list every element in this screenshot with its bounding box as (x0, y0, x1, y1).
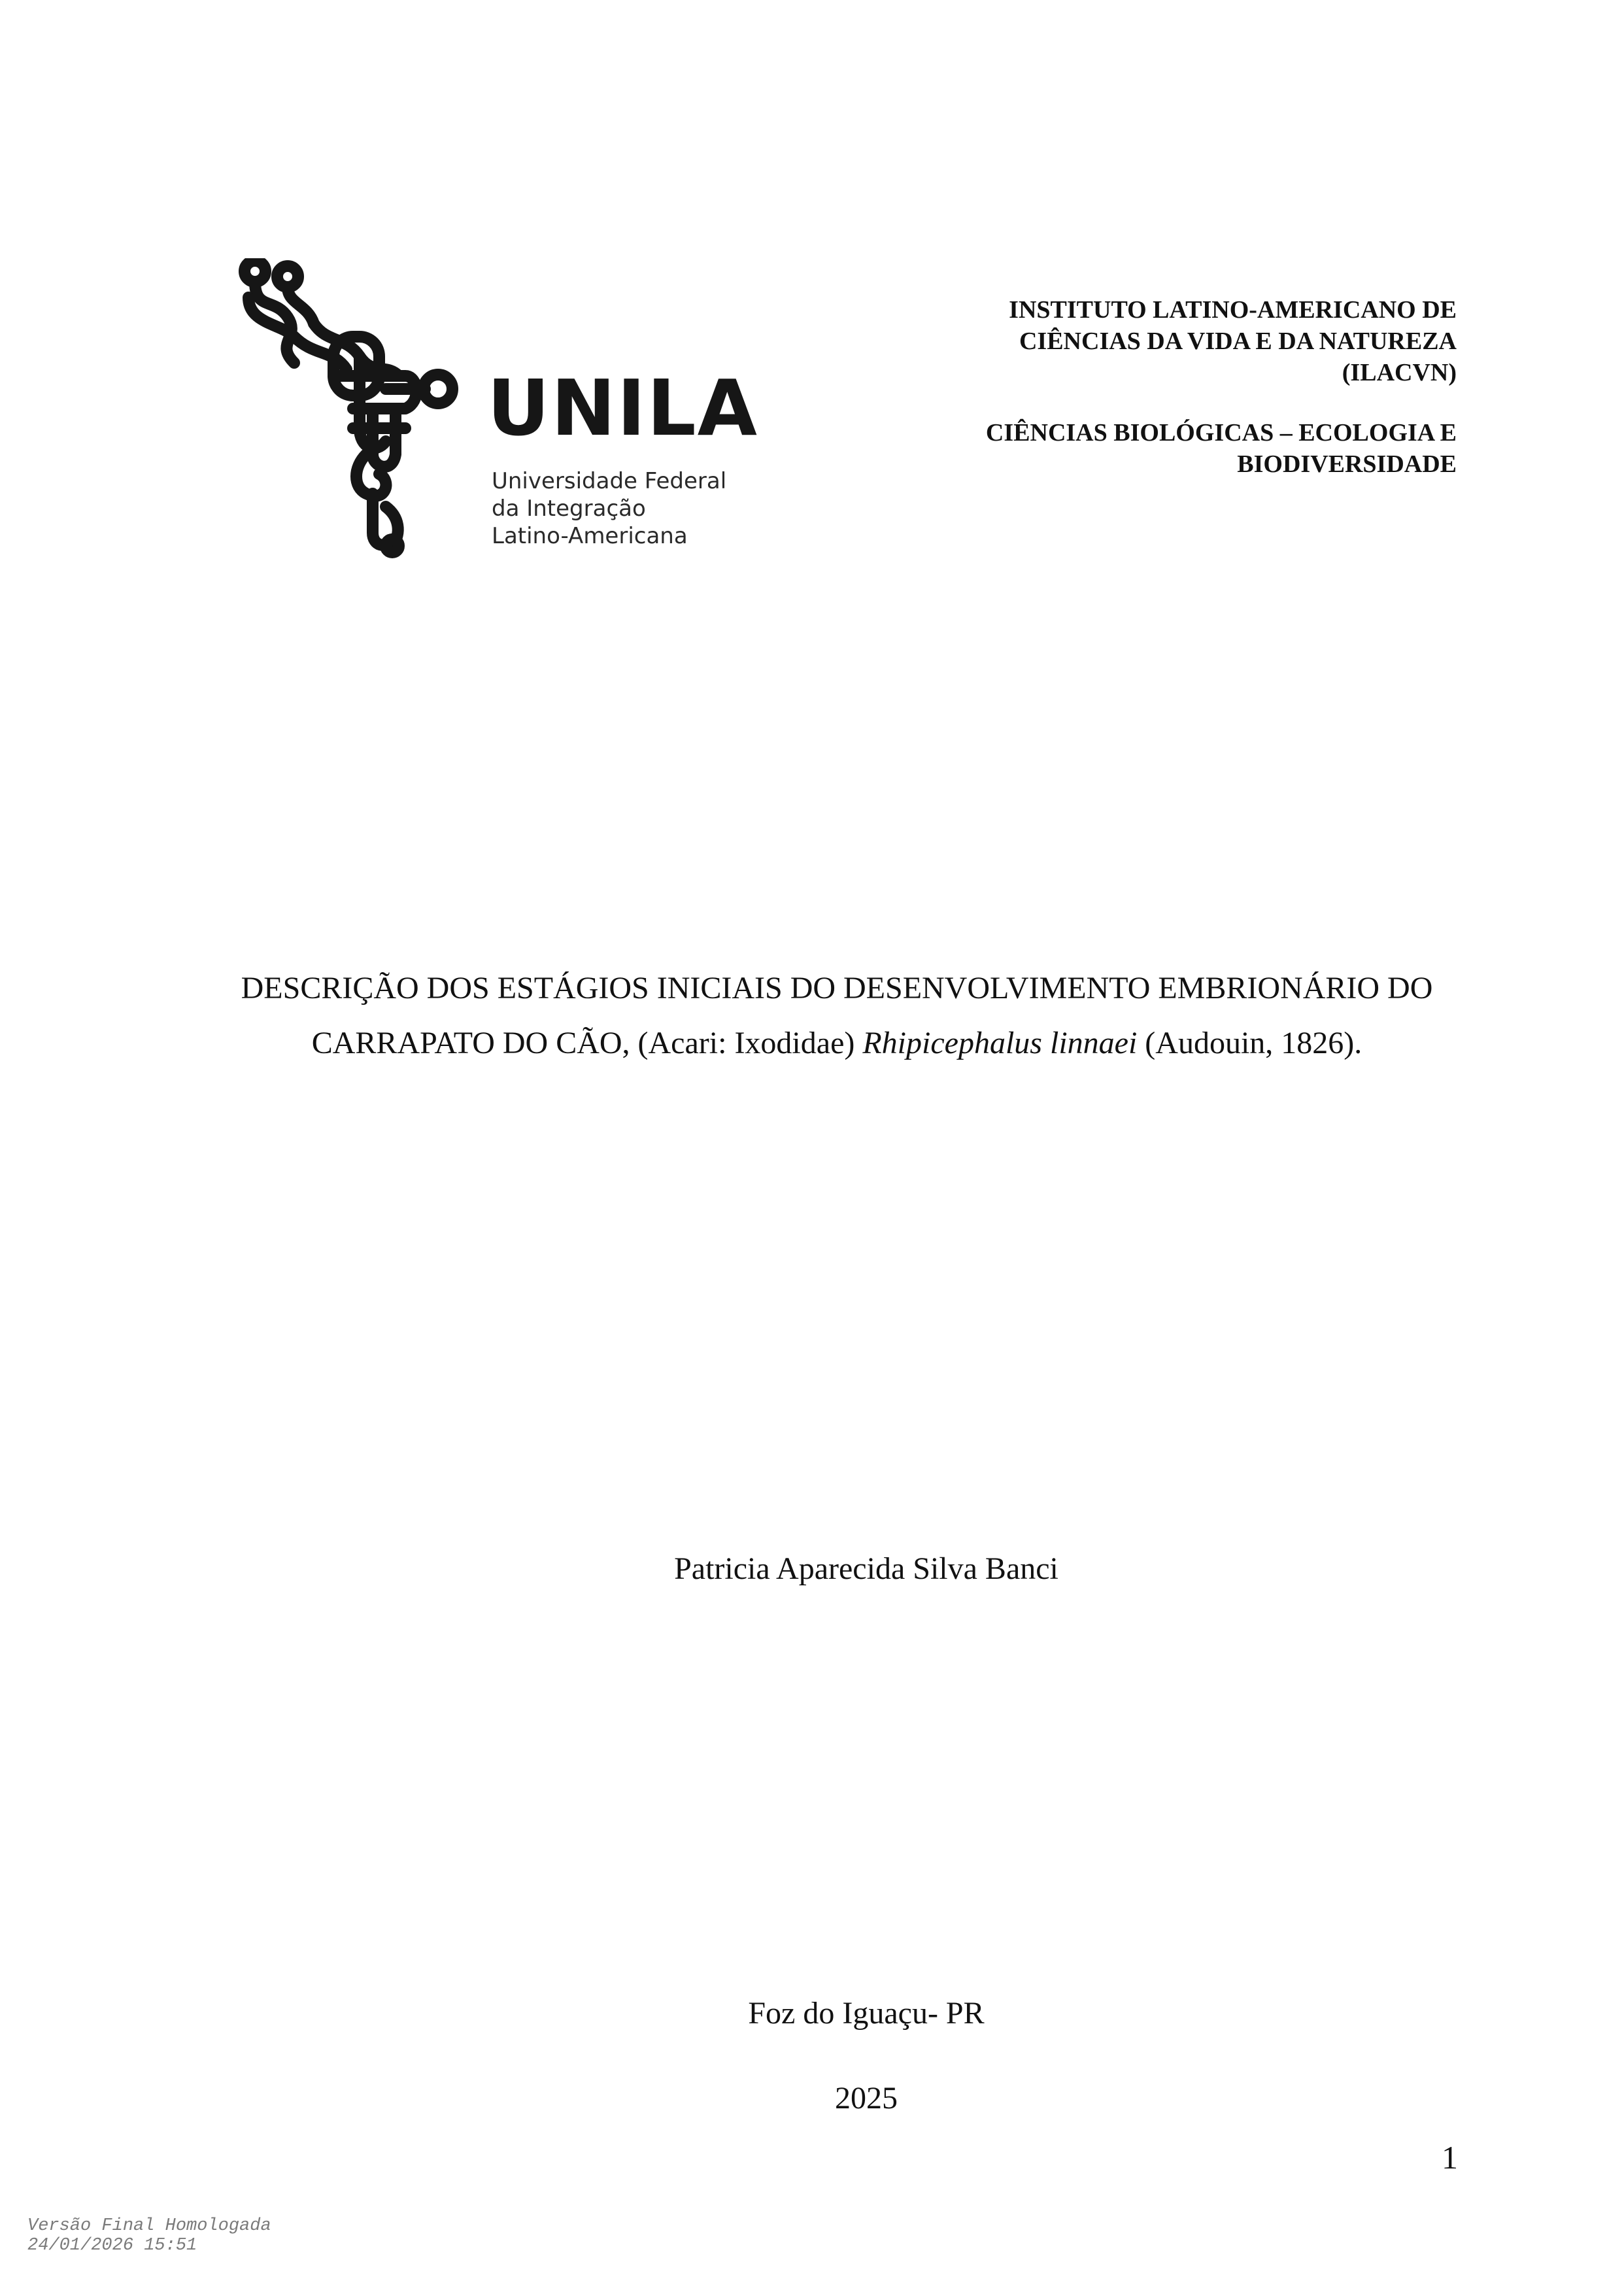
title-line-2-post: (Audouin, 1826). (1137, 1026, 1362, 1060)
logo-subtitle-line: Universidade Federal (492, 468, 727, 494)
title-line-2 (196, 1016, 1478, 1071)
institute-line: CIÊNCIAS DA VIDA E DA NATUREZA (1019, 328, 1457, 355)
institute-line: (ILACVN) (1342, 359, 1457, 386)
course-heading (868, 417, 1457, 480)
species-name: Rhipicephalus linnaei (862, 1026, 1138, 1060)
logo-subtitle-line: da Integração (492, 496, 646, 522)
logo-subtitle-line: Latino-Americana (492, 523, 688, 549)
document-title (196, 961, 1478, 1071)
year: 2025 (835, 2081, 898, 2116)
stamp-line-1: Versão Final Homologada (27, 2216, 271, 2236)
approval-stamp (27, 2216, 271, 2255)
city: Foz do Iguaçu- PR (748, 1996, 985, 2031)
institute-line: INSTITUTO LATINO-AMERICANO DE (1009, 296, 1457, 324)
stamp-line-2: 24/01/2026 15:51 (27, 2236, 197, 2255)
unila-logo (235, 258, 758, 559)
page-number: 1 (1442, 2139, 1458, 2176)
logo-subtitle (492, 467, 726, 550)
title-line-2-pre: CARRAPATO DO CÃO, (Acari: Ixodidae) (311, 1026, 863, 1060)
author-name: Patricia Aparecida Silva Banci (674, 1551, 1058, 1586)
course-line: BIODIVERSIDADE (1237, 450, 1457, 478)
title-line-1: DESCRIÇÃO DOS ESTÁGIOS INICIAIS DO DESENVOLVIMENTO EMBRIONÁRIO DO (241, 971, 1433, 1005)
course-line: CIÊNCIAS BIOLÓGICAS – ECOLOGIA E (985, 419, 1457, 447)
institute-heading (868, 294, 1457, 388)
unila-logo-graphic (235, 258, 484, 559)
logo-wordmark: UNILA (487, 363, 758, 453)
